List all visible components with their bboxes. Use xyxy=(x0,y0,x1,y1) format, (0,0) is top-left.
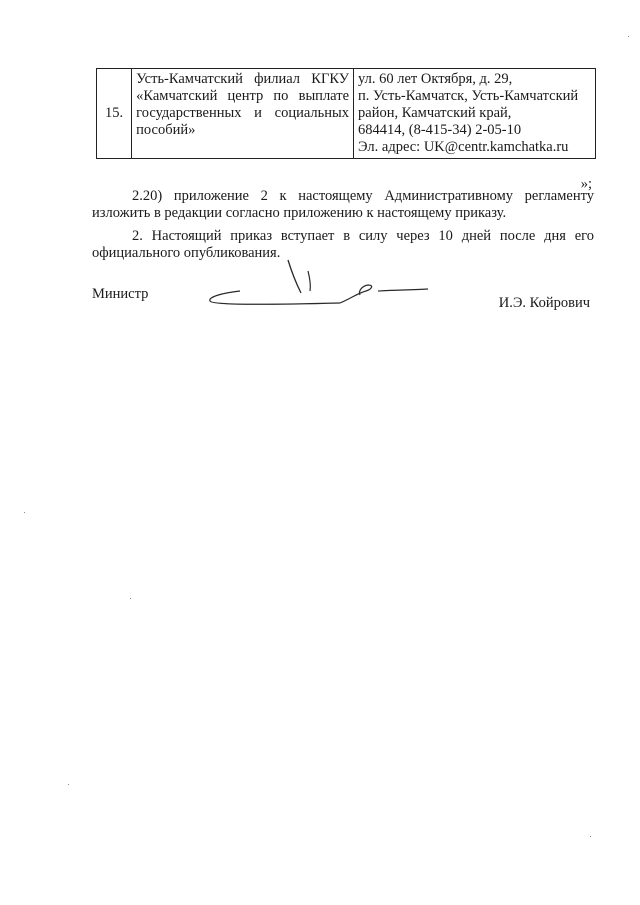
address-line: ул. 60 лет Октября, д. 29, xyxy=(358,71,513,87)
scan-speck xyxy=(590,836,591,837)
scan-speck xyxy=(68,784,69,785)
address-line: п. Усть-Камчатск, Усть-Камчатский xyxy=(358,88,579,104)
agency-name-line: пособий» xyxy=(136,122,196,138)
scan-speck xyxy=(628,36,629,37)
scan-speck xyxy=(130,598,131,599)
paragraph-line: изложить в редакции согласно приложению к настоящему приказу. xyxy=(92,205,507,221)
agency-address-cell xyxy=(354,69,596,159)
address-line: район, Камчатский край, xyxy=(358,105,512,121)
table-row xyxy=(97,69,596,159)
paragraph-line: официального опубликования. xyxy=(92,245,281,261)
scan-speck xyxy=(24,512,25,513)
address-line: 684414, (8-415-34) 2-05-10 xyxy=(358,122,522,138)
signer-name: И.Э. Койрович xyxy=(498,295,590,311)
agency-name-line: государственных и социальных xyxy=(136,105,350,121)
address-line: Эл. адрес: UK@centr.kamchatka.ru xyxy=(358,139,569,155)
agency-name-line: Усть-Камчатский филиал КГКУ xyxy=(136,71,350,87)
agency-name-cell xyxy=(132,69,354,159)
position-title: Министр xyxy=(92,286,149,302)
row-number: 15. xyxy=(97,69,132,159)
agency-table xyxy=(96,68,596,159)
paragraph-line: 2.20) приложение 2 к настоящему Административному регламенту xyxy=(132,188,594,204)
agency-name-line: «Камчатский центр по выплате xyxy=(136,88,350,104)
paragraph-2-20 xyxy=(92,188,594,222)
paragraph-line: 2. Настоящий приказ вступает в силу через 10 дней после дня его xyxy=(132,228,594,244)
handwritten-signature xyxy=(200,255,440,315)
closing-quote: »; xyxy=(580,176,592,192)
